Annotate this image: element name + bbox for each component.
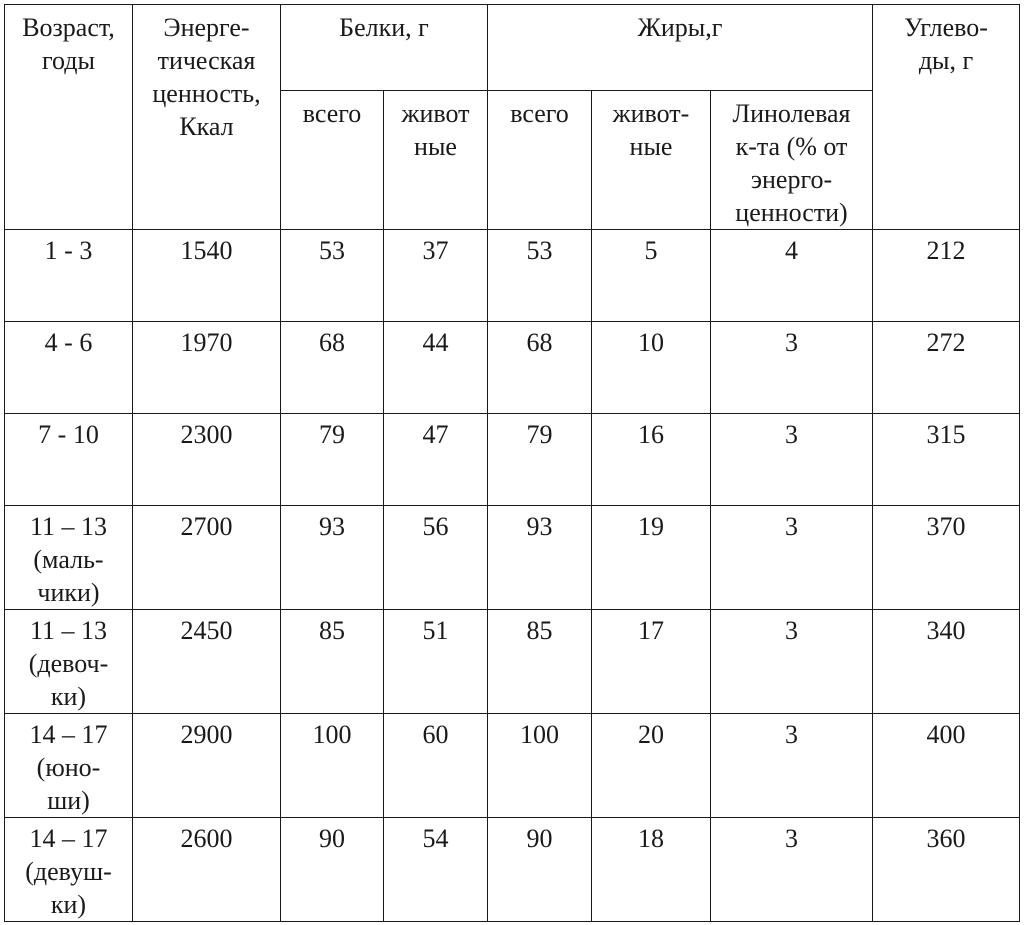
cell-proteins-animal: 60 — [384, 714, 488, 818]
cell-proteins-total: 53 — [281, 230, 384, 322]
cell-energy: 2700 — [133, 506, 281, 610]
cell-proteins-total: 90 — [281, 818, 384, 922]
header-age: Возраст, годы — [5, 5, 133, 230]
table-row — [5, 414, 1020, 506]
cell-age: 14 – 17 (девуш- ки) — [5, 818, 133, 922]
table-row — [5, 322, 1020, 414]
cell-fats-total: 90 — [488, 818, 592, 922]
cell-proteins-total: 100 — [281, 714, 384, 818]
cell-fats-total: 93 — [488, 506, 592, 610]
table-row — [5, 610, 1020, 714]
header-linoleic: Линолевая к-та (% от энерго- ценности) — [711, 91, 873, 230]
cell-carbs: 370 — [873, 506, 1020, 610]
cell-fats-animal: 5 — [592, 230, 711, 322]
cell-fats-animal: 19 — [592, 506, 711, 610]
cell-energy: 2450 — [133, 610, 281, 714]
header-energy: Энерге- тическая ценность, Ккал — [133, 5, 281, 230]
cell-fats-animal: 10 — [592, 322, 711, 414]
table-row — [5, 506, 1020, 610]
cell-linoleic: 3 — [711, 506, 873, 610]
cell-proteins-animal: 56 — [384, 506, 488, 610]
cell-energy: 2300 — [133, 414, 281, 506]
cell-proteins-animal: 47 — [384, 414, 488, 506]
cell-energy: 2900 — [133, 714, 281, 818]
cell-energy: 2600 — [133, 818, 281, 922]
header-fats-total: всего — [488, 91, 592, 230]
header-row-top — [5, 5, 1020, 91]
cell-proteins-total: 68 — [281, 322, 384, 414]
cell-carbs: 315 — [873, 414, 1020, 506]
cell-fats-total: 68 — [488, 322, 592, 414]
cell-carbs: 272 — [873, 322, 1020, 414]
header-proteins-animal: живот ные — [384, 91, 488, 230]
table-row — [5, 818, 1020, 922]
table-row — [5, 230, 1020, 322]
cell-fats-animal: 18 — [592, 818, 711, 922]
cell-proteins-animal: 44 — [384, 322, 488, 414]
cell-linoleic: 3 — [711, 414, 873, 506]
header-fats: Жиры,г — [488, 5, 873, 91]
cell-linoleic: 3 — [711, 610, 873, 714]
cell-proteins-animal: 37 — [384, 230, 488, 322]
cell-age: 11 – 13 (маль- чики) — [5, 506, 133, 610]
nutrition-norms-table — [4, 4, 1020, 922]
cell-fats-animal: 20 — [592, 714, 711, 818]
cell-proteins-animal: 54 — [384, 818, 488, 922]
cell-energy: 1540 — [133, 230, 281, 322]
cell-energy: 1970 — [133, 322, 281, 414]
cell-age: 4 - 6 — [5, 322, 133, 414]
cell-age: 7 - 10 — [5, 414, 133, 506]
cell-fats-animal: 16 — [592, 414, 711, 506]
header-fats-animal: живот- ные — [592, 91, 711, 230]
header-carbs: Углево- ды, г — [873, 5, 1020, 230]
header-proteins-total: всего — [281, 91, 384, 230]
cell-linoleic: 3 — [711, 322, 873, 414]
cell-fats-total: 85 — [488, 610, 592, 714]
cell-age: 14 – 17 (юно- ши) — [5, 714, 133, 818]
cell-proteins-total: 93 — [281, 506, 384, 610]
cell-fats-total: 53 — [488, 230, 592, 322]
cell-carbs: 212 — [873, 230, 1020, 322]
cell-proteins-total: 85 — [281, 610, 384, 714]
cell-age: 11 – 13 (девоч- ки) — [5, 610, 133, 714]
table-row — [5, 714, 1020, 818]
cell-fats-total: 79 — [488, 414, 592, 506]
cell-proteins-total: 79 — [281, 414, 384, 506]
cell-linoleic: 4 — [711, 230, 873, 322]
cell-age: 1 - 3 — [5, 230, 133, 322]
cell-carbs: 360 — [873, 818, 1020, 922]
cell-fats-total: 100 — [488, 714, 592, 818]
cell-fats-animal: 17 — [592, 610, 711, 714]
cell-linoleic: 3 — [711, 714, 873, 818]
cell-proteins-animal: 51 — [384, 610, 488, 714]
cell-carbs: 400 — [873, 714, 1020, 818]
header-proteins: Белки, г — [281, 5, 488, 91]
nutrition-norms-table-wrapper — [4, 4, 1020, 922]
cell-carbs: 340 — [873, 610, 1020, 714]
cell-linoleic: 3 — [711, 818, 873, 922]
